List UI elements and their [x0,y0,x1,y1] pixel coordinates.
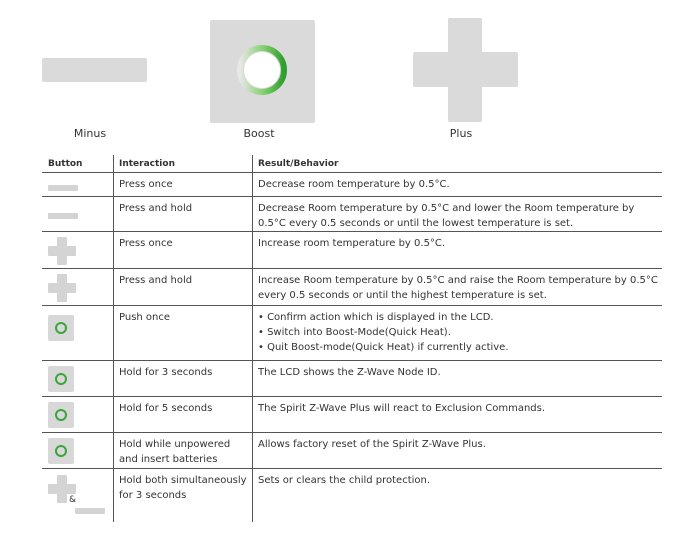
result-cell: The LCD shows the Z-Wave Node ID. [258,367,441,378]
plus-key-illustration-horizontal [413,52,518,87]
ampersand: & [69,495,77,505]
header-result: Result/Behavior [258,159,339,169]
interaction-cell: Press once [119,179,173,190]
minus-icon [48,213,78,219]
result-cell: Allows factory reset of the Spirit Z-Wave Plus. [258,439,486,450]
boost-icon [48,315,74,341]
table-row [42,433,662,469]
boost-icon [48,438,74,464]
boost-icon [48,402,74,428]
result-cell: The Spirit Z-Wave Plus will react to Exclusion Commands. [258,403,546,414]
header-interaction: Interaction [119,159,175,169]
table-row [42,197,662,232]
result-bullet: • Switch into Boost-Mode(Quick Heat). [258,327,451,338]
interaction-cell: Hold both simultaneously for 3 seconds [119,475,247,501]
table-row [42,361,662,397]
result-bullet: • Quit Boost-mode(Quick Heat) if currently active. [258,342,509,353]
result-cell: Increase room temperature by 0.5°C. [258,238,446,249]
table-row [42,397,662,433]
boost-key-illustration [210,20,315,123]
header-button: Button [48,159,83,169]
plus-icon [48,274,76,302]
table-header [42,155,662,173]
interaction-cell: Push once [119,312,171,323]
boost-icon [48,366,74,392]
interaction-cell: Press and hold [119,275,193,286]
minus-icon [75,508,105,514]
plus-caption: Plus [449,127,473,140]
result-cell: Sets or clears the child protection. [258,475,431,486]
interaction-cell: Press once [119,238,173,249]
result-bullet: • Confirm action which is displayed in the LCD. [258,312,494,323]
table-row [42,469,662,522]
result-cell: Increase Room temperature by 0.5°C and raise the Room temperature by 0.5°C every 0.5 seconds or until the highest temperature is set. [258,275,658,301]
plus-icon [48,237,76,265]
boost-ring-icon [233,41,291,99]
interaction-cell: Hold while unpowered and insert batteries [119,439,231,465]
result-cell: Decrease Room temperature by 0.5°C and lower the Room temperature by 0.5°C every 0.5 seconds or until the lowest temperature is set. [258,203,635,229]
table-row [42,269,662,306]
minus-caption: Minus [73,127,107,140]
table-row [42,306,662,361]
button-behavior-table [42,155,662,522]
result-cell: Decrease room temperature by 0.5°C. [258,179,450,190]
interaction-cell: Hold for 5 seconds [119,403,213,414]
boost-caption: Boost [243,127,275,140]
table-row [42,173,662,197]
result-cell [258,310,658,355]
interaction-cell: Press and hold [119,203,193,214]
minus-icon [48,185,78,191]
minus-key-illustration [42,58,147,82]
table-row [42,232,662,269]
interaction-cell: Hold for 3 seconds [119,367,213,378]
